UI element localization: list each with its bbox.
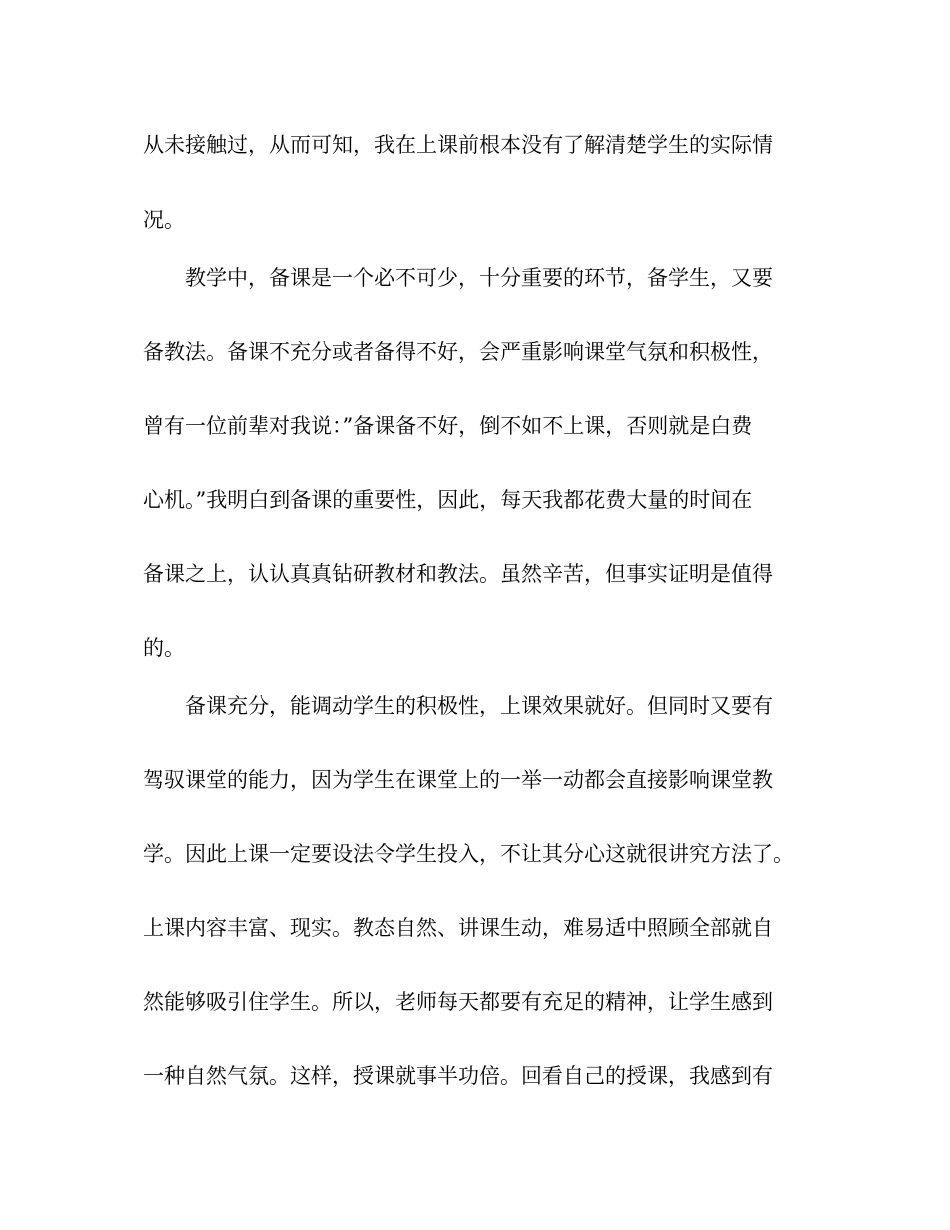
text-line: 备课之上，认认真真钻研教材和教法。虽然辛苦，但事实证明是值得: [143, 562, 773, 586]
text-line: 备教法。备课不充分或者备得不好，会严重影响课堂气氛和积极性，: [143, 340, 773, 364]
text-line: 驾驭课堂的能力，因为学生在课堂上的一举一动都会直接影响课堂教: [143, 768, 773, 792]
text-line: 况。: [143, 208, 185, 232]
text-line: 学。因此上课一定要设法令学生投入，不让其分心这就很讲究方法了。: [143, 842, 794, 866]
text-line: 上课内容丰富、现实。教态自然、讲课生动，难易适中照顾全部就自: [143, 916, 773, 940]
text-line: 从未接触过，从而可知，我在上课前根本没有了解清楚学生的实际情: [143, 133, 773, 157]
text-line: 曾有一位前辈对我说：”备课备不好，倒不如不上课，否则就是白费: [143, 414, 753, 438]
text-line: 备课充分，能调动学生的积极性，上课效果就好。但同时又要有: [143, 694, 773, 718]
text-line: 然能够吸引住学生。所以，老师每天都要有充足的精神，让学生感到: [143, 990, 773, 1014]
text-line: 一种自然气氛。这样，授课就事半功倍。回看自己的授课，我感到有: [143, 1064, 773, 1088]
text-line: 的。: [143, 636, 185, 660]
text-line: 心机。”我明白到备课的重要性，因此，每天我都花费大量的时间在: [143, 488, 753, 512]
text-line: 教学中，备课是一个必不可少，十分重要的环节，备学生，又要: [143, 266, 773, 290]
